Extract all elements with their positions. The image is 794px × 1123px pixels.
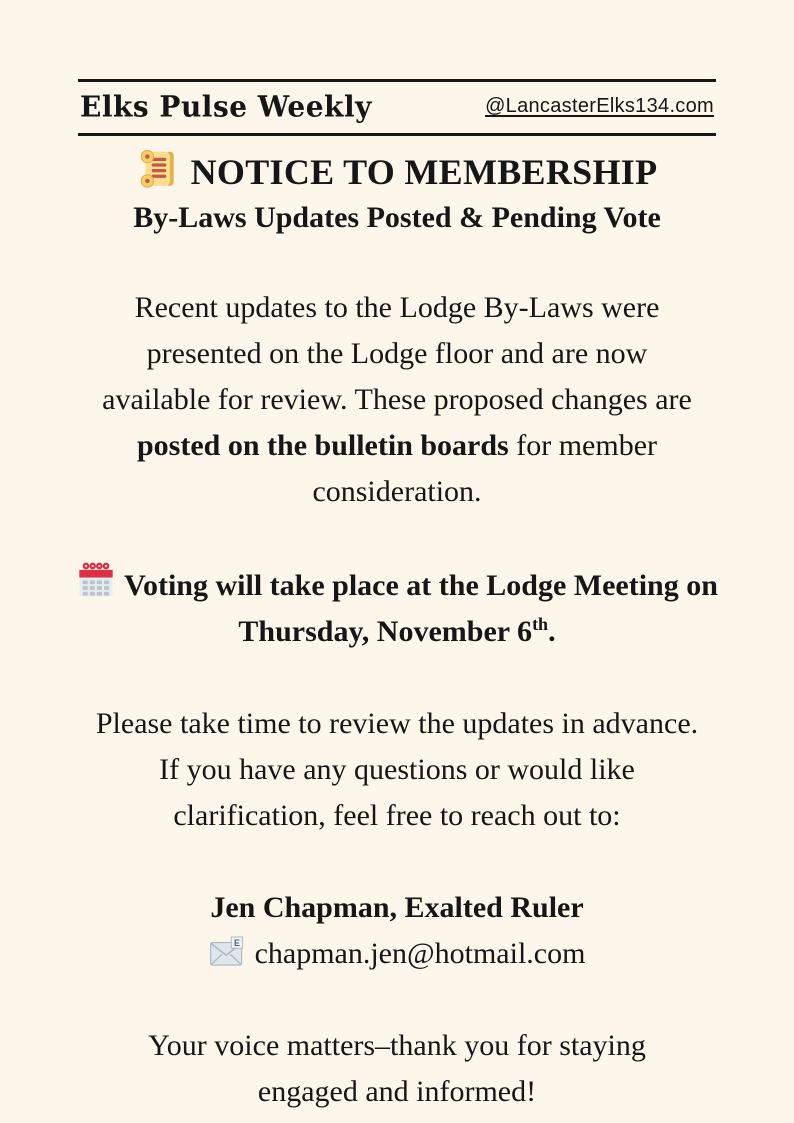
website-handle-link[interactable]: @LancasterElks134.com <box>485 95 714 117</box>
masthead-row <box>78 82 716 133</box>
intro-bold-text: posted on the bulletin boards <box>136 429 509 462</box>
email-icon <box>209 936 247 967</box>
contact-name-text: Jen Chapman, Exalted Ruler <box>210 891 584 924</box>
review-line: clarification, feel free to reach out to: <box>173 799 621 832</box>
intro-line-rest: for member <box>508 429 658 462</box>
closing-line: engaged and informed! <box>257 1075 537 1108</box>
closing-line: Your voice matters–thank you for staying <box>148 1029 646 1062</box>
scroll-icon <box>137 148 181 192</box>
notice-title-text: NOTICE TO MEMBERSHIP <box>190 152 658 192</box>
svg-text:E: E <box>233 937 240 948</box>
vote-date-text: Thursday, November 6 <box>238 615 533 648</box>
intro-line: available for review. These proposed changes are <box>102 383 692 416</box>
contact-email-line <box>8 931 786 977</box>
review-line: If you have any questions or would like <box>159 753 635 786</box>
newsletter-masthead <box>78 79 716 136</box>
vote-line <box>8 561 786 609</box>
intro-paragraph <box>8 285 786 515</box>
notice-subtitle: By-Laws Updates Posted & Pending Vote <box>133 201 661 234</box>
intro-line: consideration. <box>312 475 482 508</box>
vote-paragraph <box>8 561 786 655</box>
closing-paragraph <box>8 1023 786 1115</box>
newsletter-logo: Elks Pulse Weekly <box>80 89 372 124</box>
vote-line1-text: Voting will take place at the Lodge Meeting on <box>124 569 718 602</box>
contact-block <box>8 885 786 977</box>
calendar-icon <box>76 561 116 601</box>
masthead-bottom-rule <box>78 133 716 136</box>
review-paragraph <box>8 701 786 839</box>
ordinal-suffix: th <box>532 614 549 634</box>
vote-line <box>8 609 786 655</box>
contact-email-text: chapman.jen@hotmail.com <box>254 937 586 970</box>
review-line: Please take time to review the updates in advance. <box>95 707 699 740</box>
intro-line <box>8 423 786 469</box>
vote-date-period: . <box>548 615 556 648</box>
intro-line: presented on the Lodge floor and are now <box>146 337 648 370</box>
contact-name <box>8 885 786 931</box>
intro-line: Recent updates to the Lodge By-Laws were <box>134 291 660 324</box>
notice-title <box>0 148 794 193</box>
